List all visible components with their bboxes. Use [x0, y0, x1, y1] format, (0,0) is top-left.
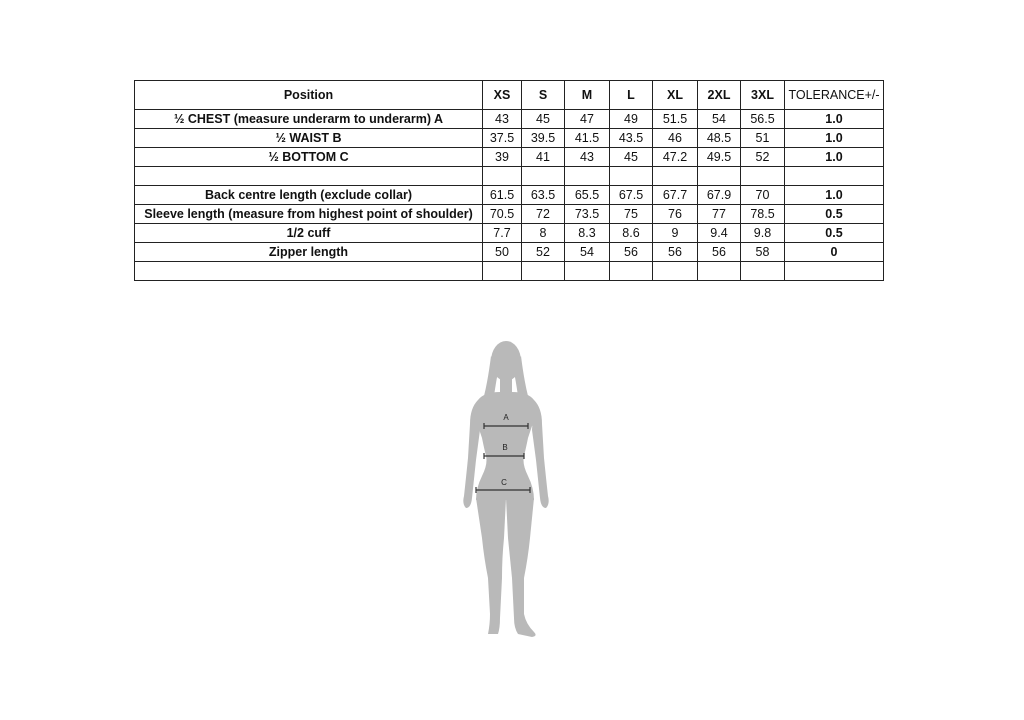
- size-value-cell: 56: [698, 243, 741, 262]
- size-value-cell: 43: [483, 110, 522, 129]
- size-value-cell: [610, 167, 653, 186]
- size-value-cell: 56.5: [741, 110, 785, 129]
- table-header-row: [135, 81, 884, 110]
- position-cell: ½ WAIST B: [135, 129, 483, 148]
- size-value-cell: 73.5: [565, 205, 610, 224]
- position-cell: Zipper length: [135, 243, 483, 262]
- size-value-cell: 52: [522, 243, 565, 262]
- size-value-cell: [698, 167, 741, 186]
- measure-label-a: A: [503, 413, 509, 422]
- table-row: [135, 167, 884, 186]
- size-value-cell: 39: [483, 148, 522, 167]
- size-value-cell: 46: [653, 129, 698, 148]
- size-chart-body: [135, 81, 884, 281]
- size-value-cell: 61.5: [483, 186, 522, 205]
- size-value-cell: [522, 167, 565, 186]
- header-size: L: [610, 81, 653, 110]
- header-size: 2XL: [698, 81, 741, 110]
- size-value-cell: 78.5: [741, 205, 785, 224]
- size-value-cell: 75: [610, 205, 653, 224]
- table-row: [135, 243, 884, 262]
- size-value-cell: [610, 262, 653, 281]
- size-value-cell: 72: [522, 205, 565, 224]
- size-value-cell: 8: [522, 224, 565, 243]
- position-cell: ½ BOTTOM C: [135, 148, 483, 167]
- table-row: [135, 262, 884, 281]
- size-value-cell: 65.5: [565, 186, 610, 205]
- tolerance-cell: 0: [785, 243, 884, 262]
- silhouette-right-leg: [506, 498, 536, 637]
- size-value-cell: 9.4: [698, 224, 741, 243]
- size-value-cell: 51.5: [653, 110, 698, 129]
- size-chart-table: [134, 80, 884, 281]
- size-value-cell: 9.8: [741, 224, 785, 243]
- size-value-cell: 39.5: [522, 129, 565, 148]
- silhouette-left-leg: [476, 498, 506, 634]
- size-value-cell: [653, 167, 698, 186]
- header-size: S: [522, 81, 565, 110]
- header-position: Position: [135, 81, 483, 110]
- size-value-cell: [565, 262, 610, 281]
- size-value-cell: 37.5: [483, 129, 522, 148]
- size-value-cell: 63.5: [522, 186, 565, 205]
- size-value-cell: 8.6: [610, 224, 653, 243]
- size-value-cell: [483, 167, 522, 186]
- position-cell: [135, 262, 483, 281]
- size-value-cell: 45: [522, 110, 565, 129]
- size-value-cell: 41.5: [565, 129, 610, 148]
- tolerance-cell: 0.5: [785, 224, 884, 243]
- size-value-cell: 9: [653, 224, 698, 243]
- size-value-cell: 70: [741, 186, 785, 205]
- size-value-cell: 67.7: [653, 186, 698, 205]
- size-value-cell: [698, 262, 741, 281]
- tolerance-cell: 1.0: [785, 148, 884, 167]
- size-value-cell: 45: [610, 148, 653, 167]
- size-value-cell: 56: [610, 243, 653, 262]
- size-value-cell: 67.9: [698, 186, 741, 205]
- size-value-cell: 70.5: [483, 205, 522, 224]
- tolerance-cell: [785, 167, 884, 186]
- female-silhouette-illustration: [462, 338, 552, 638]
- size-value-cell: [653, 262, 698, 281]
- size-value-cell: 49: [610, 110, 653, 129]
- position-cell: [135, 167, 483, 186]
- table-row: [135, 186, 884, 205]
- size-value-cell: 7.7: [483, 224, 522, 243]
- header-size: XL: [653, 81, 698, 110]
- body-measurement-figure: [462, 338, 552, 638]
- size-value-cell: 77: [698, 205, 741, 224]
- size-value-cell: 54: [698, 110, 741, 129]
- table-row: [135, 110, 884, 129]
- size-value-cell: 47.2: [653, 148, 698, 167]
- size-value-cell: 49.5: [698, 148, 741, 167]
- size-value-cell: 52: [741, 148, 785, 167]
- measure-label-b: B: [502, 443, 508, 452]
- measure-label-c: C: [501, 478, 507, 487]
- size-value-cell: [522, 262, 565, 281]
- size-value-cell: 48.5: [698, 129, 741, 148]
- table-row: [135, 224, 884, 243]
- position-cell: 1/2 cuff: [135, 224, 483, 243]
- position-cell: ½ CHEST (measure underarm to underarm) A: [135, 110, 483, 129]
- size-value-cell: 58: [741, 243, 785, 262]
- position-cell: Back centre length (exclude collar): [135, 186, 483, 205]
- size-value-cell: 8.3: [565, 224, 610, 243]
- size-value-cell: 50: [483, 243, 522, 262]
- silhouette-right-arm: [532, 400, 549, 508]
- size-value-cell: 67.5: [610, 186, 653, 205]
- tolerance-cell: 1.0: [785, 110, 884, 129]
- size-value-cell: [565, 167, 610, 186]
- position-cell: Sleeve length (measure from highest point of shoulder): [135, 205, 483, 224]
- tolerance-cell: 1.0: [785, 129, 884, 148]
- header-size: 3XL: [741, 81, 785, 110]
- tolerance-cell: 0.5: [785, 205, 884, 224]
- tolerance-cell: [785, 262, 884, 281]
- size-value-cell: [483, 262, 522, 281]
- tolerance-cell: 1.0: [785, 186, 884, 205]
- header-size: M: [565, 81, 610, 110]
- size-value-cell: 43: [565, 148, 610, 167]
- size-value-cell: 56: [653, 243, 698, 262]
- size-value-cell: 51: [741, 129, 785, 148]
- header-tolerance: TOLERANCE+/-: [785, 81, 884, 110]
- silhouette-neck: [500, 376, 512, 394]
- size-value-cell: [741, 167, 785, 186]
- table-row: [135, 148, 884, 167]
- table-row: [135, 129, 884, 148]
- size-value-cell: 43.5: [610, 129, 653, 148]
- size-value-cell: 41: [522, 148, 565, 167]
- size-value-cell: 47: [565, 110, 610, 129]
- header-size: XS: [483, 81, 522, 110]
- size-value-cell: 76: [653, 205, 698, 224]
- table-row: [135, 205, 884, 224]
- size-value-cell: [741, 262, 785, 281]
- size-value-cell: 54: [565, 243, 610, 262]
